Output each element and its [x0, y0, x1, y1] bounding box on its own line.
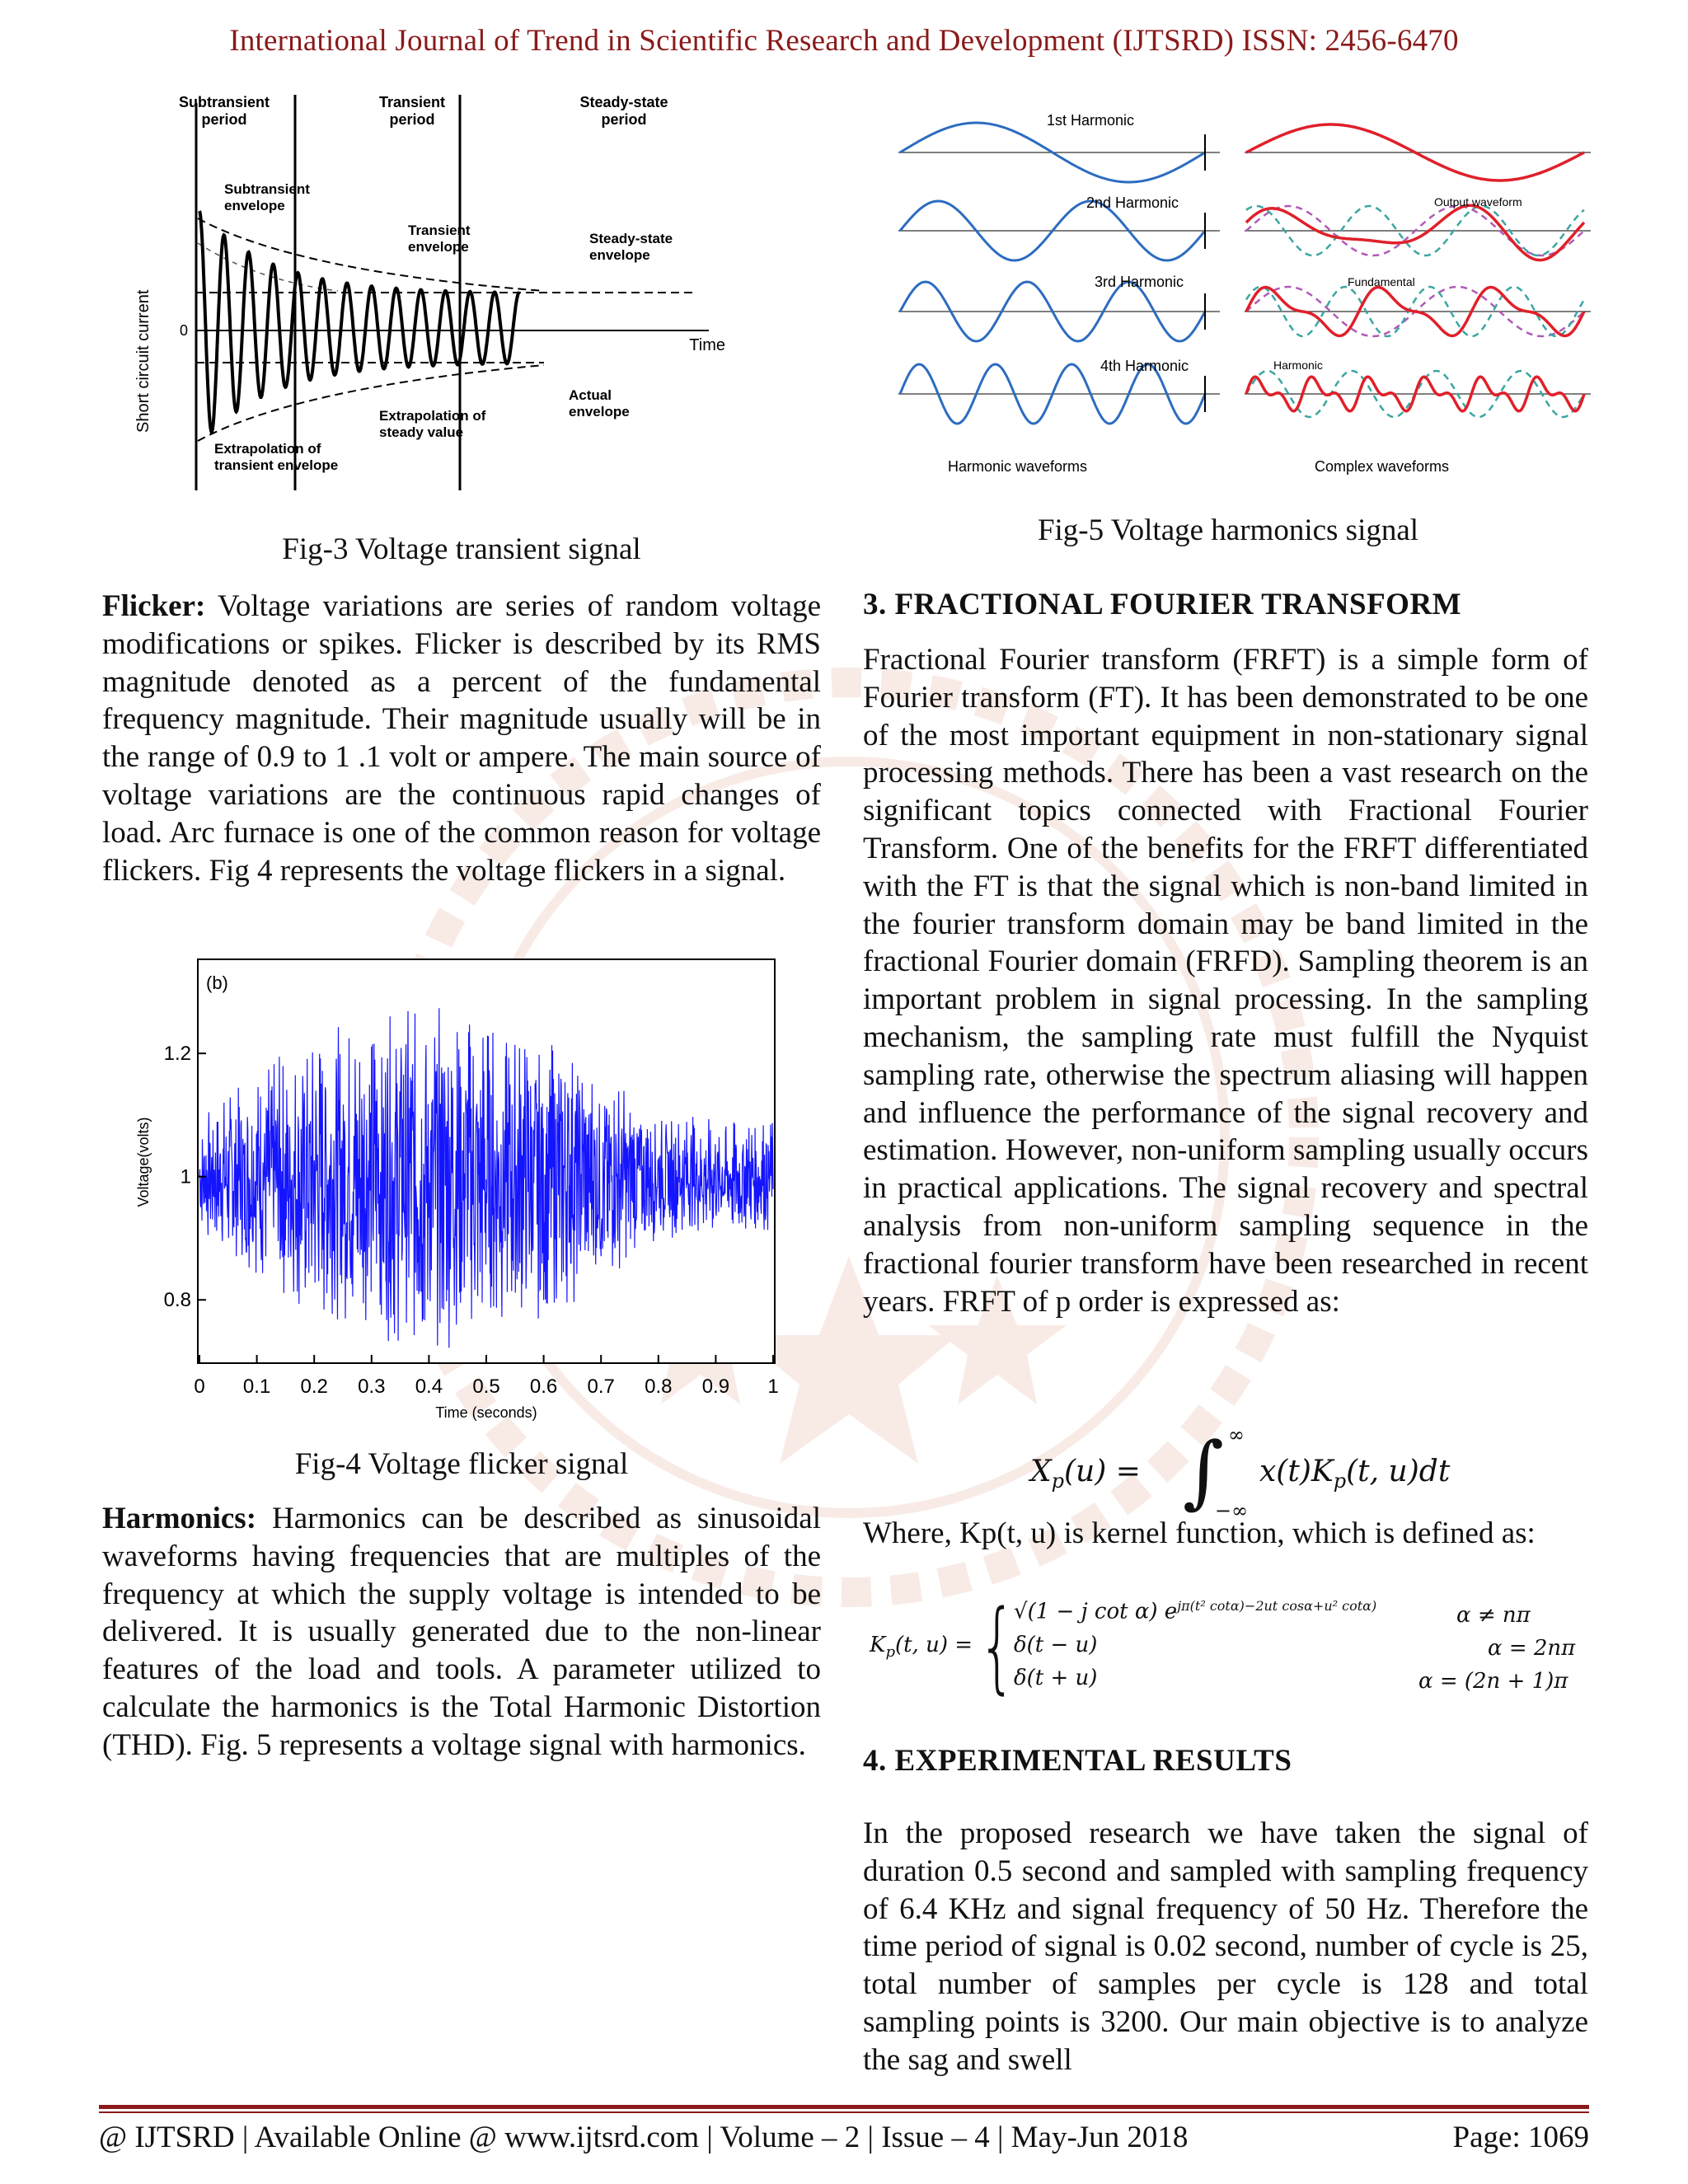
fig5-h4-label: 4th Harmonic [1100, 358, 1189, 374]
fig3-label: envelope [408, 239, 469, 255]
fig5-harmonic-label: Harmonic [1273, 359, 1323, 372]
fig3-label: Actual [569, 387, 612, 403]
fig5-harmonics-diagram [890, 91, 1599, 494]
harmonics-paragraph [102, 1500, 821, 1765]
fig3-label: Transient [378, 94, 446, 110]
kernel-cond1: α ≠ nπ [1456, 1603, 1531, 1628]
flicker-paragraph [102, 588, 821, 889]
frft-equation: $X_p(u)$ = ∫ ∞ −∞ $x(t)K_p(t$, u)dt [1030, 1423, 1451, 1522]
fig3-label: period [389, 111, 435, 128]
section4-title: 4. EXPERIMENTAL RESULTS [863, 1744, 1292, 1778]
fig4-x-tick-label: 0.7 [587, 1376, 615, 1398]
fig3-label: Subtransient [178, 94, 270, 110]
kernel-equation: $K_p(t$, u) = { √(1 − j cot α) $e^{j\pi(t^2 cot\alpha)-2ut cos\alpha+u^2 cot\alpha)}$ δ(t − u) δ(t + u) α ≠ nπ α = 2nπ α = (2n + 1)π [870, 1590, 1576, 1704]
harmonics-text: Harmonics can be described as sinusoidal waveforms having frequencies that are multiples of the frequency at which the supply voltage is intended to be delivered. It is usually generated due to the non-linear features of the load and tools. A parameter utilized to calculate the harmonics is the Total Harmonic Distortion (THD). Fig. 5 represents a voltage signal with harmonics. [102, 1502, 821, 1762]
footer-rule-thin [99, 2111, 1589, 2113]
fig3-caption: Fig-3 Voltage transient signal [282, 532, 641, 566]
fig4-x-tick-label: 0.4 [415, 1376, 443, 1398]
fig3-label: steady value [379, 424, 464, 440]
fig3-label: Subtransient [224, 181, 310, 197]
flicker-heading: Flicker: [102, 589, 206, 623]
flicker-text: Voltage variations are series of random voltage modifications or spikes. Flicker is described by its RMS magnitude denoted as a percent of the fundamental frequency magnitude. Their magnitude usually will be in the range of 0.9 to 1 .1 volt or ampere. The main source of voltage variations are the continuous rapid changes of load. Arc furnace is one of the common reason for voltage flickers. Fig 4 represents the voltage flickers in a signal. [102, 589, 821, 888]
fig4-x-tick-label: 0.2 [300, 1376, 328, 1398]
footer-info: @ IJTSRD | Available Online @ www.ijtsrd.com | Volume – 2 | Issue – 4 | May-Jun 2018 [99, 2121, 1189, 2154]
fig3-label: envelope [589, 247, 650, 263]
fig4-x-tick-label: 0.5 [472, 1376, 500, 1398]
page-footer [99, 2120, 1589, 2155]
fig4-plot-frame [198, 959, 775, 1363]
fig4-x-tick-label: 0.6 [529, 1376, 558, 1398]
journal-header: International Journal of Trend in Scientific Research and Development (IJTSRD) ISSN: 2456-6470 [229, 24, 1459, 58]
kernel-intro: Where, Kp(t, u) is kernel function, which is defined as: [863, 1516, 1536, 1550]
fig3-label: Steady-state [589, 231, 673, 246]
fig3-label: period [601, 111, 647, 128]
fig3-label: Extrapolation of [214, 441, 321, 457]
section3-paragraph: Fractional Fourier transform (FRFT) is a simple form of Fourier transform (FT). It has been demonstrated to be one of the most important equipment in non-stationary signal processing methods. There has been a vast research on the significant topics connected with Fractional Fourier Transform. One of the benefits for the FRFT differentiated with the FT is that the signal which is non-band limited in the fourier transform domain may be band limited in the fractional Fourier domain (FRFD). Sampling theorem is an important problem in signal processing. In the sampling mechanism, the sampling rate must fulfill the Nyquist sampling rate, otherwise the spectrum aliasing will happen and influence the performance of the signal recovery and estimation. However, non-uniform sampling usually occurs in practical applications. The signal recovery and spectral analysis from non-uniform sampling sequence in the fractional fourier transform have been researched in recent years. FRFT of p order is expressed as: [863, 643, 1588, 1319]
fig5-h2-label: 2nd Harmonic [1086, 194, 1179, 211]
harmonics-heading: Harmonics: [102, 1502, 257, 1535]
fig4-flicker-chart [124, 948, 808, 1434]
fig3-ylabel: Short circuit current [134, 289, 152, 433]
fig4-xlabel: Time (seconds) [435, 1404, 537, 1421]
fig3-label: transient envelope [214, 457, 339, 473]
fig5-right-title: Complex waveforms [1315, 458, 1450, 475]
fig3-label: Transient [408, 223, 471, 238]
fig4-ylabel: Voltage(volts) [135, 1117, 152, 1207]
fig5-caption: Fig-5 Voltage harmonics signal [1037, 513, 1419, 547]
fig5-output-label: Output waveform [1434, 195, 1522, 209]
fig4-panel-label: (b) [206, 972, 228, 993]
fig5-fundamental-label: Fundamental [1348, 275, 1415, 288]
footer-rule [99, 2105, 1589, 2109]
fig4-x-tick-label: 1 [767, 1376, 779, 1398]
page-number: Page: 1069 [1452, 2121, 1589, 2154]
fig3-label: envelope [224, 198, 285, 213]
kernel-cond3: α = (2n + 1)π [1418, 1669, 1568, 1694]
fig3-current-wave [199, 211, 519, 432]
fig5-h3-label: 3rd Harmonic [1095, 274, 1184, 290]
kernel-cond2: α = 2nπ [1488, 1636, 1576, 1661]
fig3-label: envelope [569, 404, 630, 419]
fig4-x-tick-label: 0 [194, 1376, 205, 1398]
fig5-h1-label: 1st Harmonic [1047, 112, 1135, 129]
fig4-y-tick-label: 0.8 [163, 1289, 191, 1312]
fig4-caption: Fig-4 Voltage flicker signal [294, 1447, 629, 1481]
fig4-x-tick-label: 0.8 [645, 1376, 673, 1398]
fig3-label: period [201, 111, 247, 128]
fig4-x-tick-label: 0.3 [358, 1376, 386, 1398]
fig4-x-tick-label: 0.9 [701, 1376, 730, 1398]
section3-title: 3. FRACTIONAL FOURIER TRANSFORM [863, 588, 1462, 621]
fig3-transient-diagram [132, 87, 725, 499]
fig3-label: Extrapolation of [379, 408, 486, 424]
fig4-y-tick-label: 1.2 [163, 1043, 191, 1066]
fig4-y-tick-label: 1 [180, 1165, 191, 1188]
fig4-x-tick-label: 0.1 [242, 1376, 271, 1398]
fig5-left-title: Harmonic waveforms [948, 458, 1088, 475]
fig3-label: Steady-state [579, 94, 668, 110]
section4-paragraph: In the proposed research we have taken the signal of duration 0.5 second and sampled with sampling frequency of 6.4 KHz and signal frequency of 50 Hz. Therefore the time period of signal is 0.02 second, number of cycle is 25, total number of samples per cycle is 128 and total sampling points is 3200. Our main objective is to analyze the sag and swell [863, 1816, 1588, 2077]
fig3-time: Time [689, 336, 725, 354]
fig3-zero: 0 [180, 322, 189, 339]
